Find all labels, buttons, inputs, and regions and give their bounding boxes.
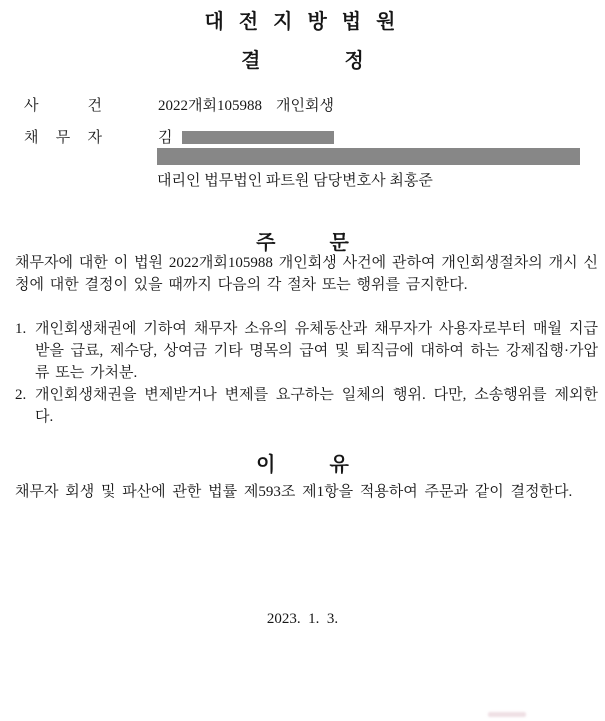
debtor-label-char: 자 <box>87 130 102 146</box>
representative-line: 대리인 법무법인 파트원 담당변호사 최홍준 <box>157 173 433 189</box>
reason-heading-right-char: 유 <box>329 454 349 476</box>
case-label-char: 건 <box>87 98 102 114</box>
debtor-label-char: 무 <box>55 130 71 146</box>
order-intro-paragraph: 채무자에 대한 이 법원 2022개회105988 개인회생 사건에 관하여 개인회생절차의 개시 신청에 대한 결정이 있을 때까지 다음의 각 절차 또는 행위를 금지한다. <box>15 255 598 293</box>
order-section-heading <box>0 226 605 255</box>
debtor-label-char: 채 <box>24 130 39 146</box>
document-type-title <box>0 44 605 73</box>
case-value <box>158 94 334 115</box>
court-name-title: 대 전 지 방 법 원 <box>204 11 401 33</box>
redaction-bar-address <box>157 148 580 165</box>
order-heading-right-char: 문 <box>329 232 349 254</box>
debtor-value <box>158 126 334 147</box>
reason-section-heading <box>0 448 605 477</box>
order-item-number: 1. <box>15 321 27 337</box>
debtor-label <box>24 126 102 147</box>
order-items-list <box>15 318 598 428</box>
debtor-row <box>24 126 334 147</box>
case-number: 2022개회105988 <box>158 98 262 114</box>
order-item-2 <box>15 384 598 428</box>
order-item-number: 2. <box>15 387 27 403</box>
case-row <box>24 94 334 115</box>
order-item-text: 개인회생채권을 변제받거나 변제를 요구하는 일체의 행위. 다만, 소송행위를 제외한다. <box>35 387 598 425</box>
reason-paragraph: 채무자 회생 및 파산에 관한 법률 제593조 제1항을 적용하여 주문과 같이 결정한다. <box>15 484 573 500</box>
order-heading-left-char: 주 <box>256 232 276 254</box>
debtor-surname: 김 <box>158 130 173 146</box>
decision-date: 2023. 1. 3. <box>266 611 339 627</box>
reason-heading-left-char: 이 <box>256 454 276 476</box>
case-label <box>24 94 102 115</box>
order-item-text: 개인회생채권에 기하여 채무자 소유의 유체동산과 채무자가 사용자로부터 매월 지급받을 급료, 제수당, 상여금 기타 명목의 급여 및 퇴직금에 대하여 하는 강제집행·가압류 또는 가처분. <box>35 321 598 381</box>
partial-stamp-artifact <box>488 712 526 717</box>
case-label-char: 사 <box>24 98 39 114</box>
order-item-1 <box>15 318 598 384</box>
doc-title-right-char: 정 <box>344 50 364 72</box>
redaction-bar-name <box>182 131 334 144</box>
case-type: 개인회생 <box>275 98 334 114</box>
doc-title-left-char: 결 <box>241 50 261 72</box>
